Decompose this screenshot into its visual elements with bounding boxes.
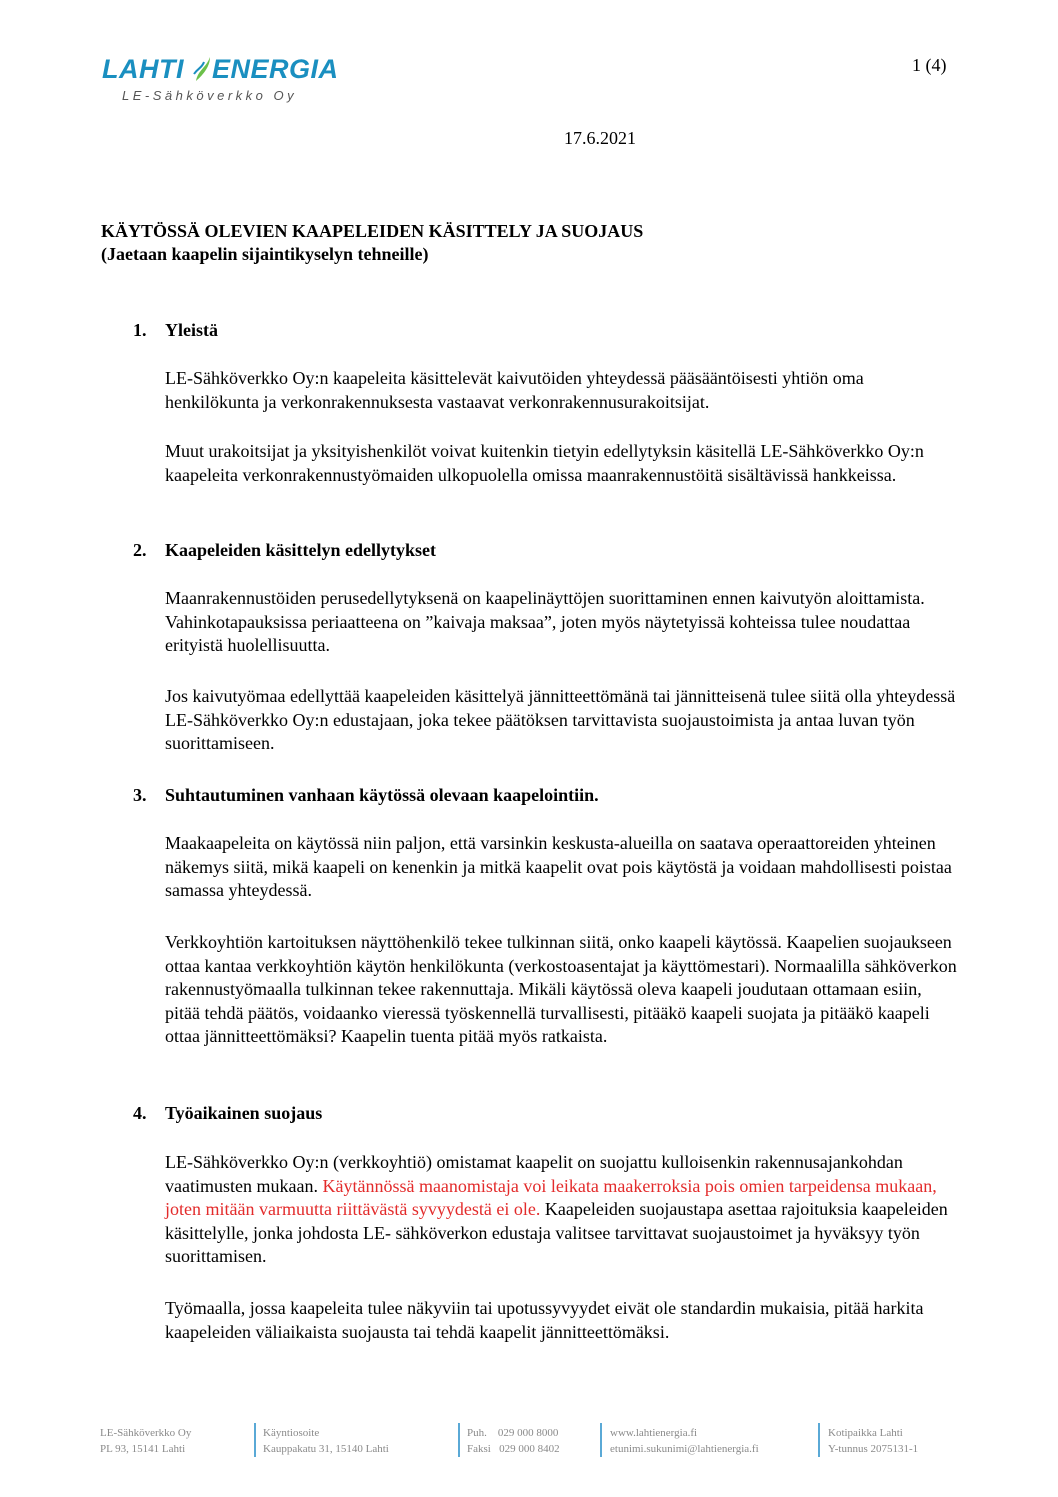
section-number: 4. <box>133 1103 147 1123</box>
section-title: Suhtautuminen vanhaan käytössä olevaan kaapelointiin. <box>165 785 599 805</box>
footer-line: Puh. 029 000 8000 <box>467 1427 559 1439</box>
footer-line: Faksi 029 000 8402 <box>467 1443 560 1455</box>
paragraph: Maanrakennustöiden perusedellytyksenä on kaapelinäyttöjen suorittaminen ennen kaivutyön aloittamista. Vahinkotapauksissa periaatteena on ”kaivaja maksaa”, joten myös näytetyissä kohteissa tulee noudattaa erityistä huolellisuutta. <box>165 588 925 656</box>
paragraph: LE-Sähköverkko Oy:n kaapeleita käsittelevät kaivutöiden yhteydessä pääsääntöisesti yhtiön oma henkilökunta ja verkonrakennuksesta vastaavat verkonrakennusurakoitsijat. <box>165 368 864 412</box>
footer-line: PL 93, 15141 Lahti <box>100 1443 186 1455</box>
section-title: Yleistä <box>165 320 218 340</box>
page-number: 1 (4) <box>912 55 947 75</box>
document-date: 17.6.2021 <box>564 128 636 148</box>
paragraph: Verkkoyhtiön kartoituksen näyttöhenkilö tekee tulkinnan siitä, onko kaapeli käytössä. Kaapelien suojaukseen ottaa kantaa verkkoyhtiön käytön henkilökunta (verkostoasentajat ja käyttömestari). Normaalilla sähköverkon rakennustyömaalla tulkinnan tekee rakennuttaja. Mikäli käytössä oleva kaapeli joudutaan ottamaan esiin, pitää tehdä päätös, voidaanko vieressä työskennellä turvallisesti, pitääkö kaapeli suojata ja pitääkö kaapeli ottaa jännitteettömäksi? Kaapelin tuenta pitää myös ratkaista. <box>165 932 957 1047</box>
paragraph <box>165 1151 960 1269</box>
logo-word-energia: ENERGIA <box>212 54 339 84</box>
section-heading-4 <box>133 1101 322 1125</box>
footer-line: LE-Sähköverkko Oy <box>100 1427 192 1439</box>
footer-line: Kauppakatu 31, 15140 Lahti <box>263 1443 389 1455</box>
text-run: Kaapeleiden suojaustapa asettaa rajoituksia kaapeleiden käsittelylle, jonka johdosta LE- sähköverkon edustaja valitsee tarvittavat suojaustoimet ja hyväksyy työn suorittamisen. <box>165 1199 948 1267</box>
section-number: 1. <box>133 320 147 340</box>
paragraph: Maakaapeleita on käytössä niin paljon, että varsinkin keskusta-alueilla on saatava operaattoreiden yhteinen näkemys siitä, mikä kaapeli on kenenkin ja mitkä kaapelit ovat pois käytöstä ja voidaan mahdollisesti poistaa samassa yhteydessä. <box>165 833 952 901</box>
footer-registration <box>828 1425 918 1457</box>
section-title: Työaikainen suojaus <box>165 1103 323 1123</box>
footer-company <box>100 1425 191 1457</box>
footer-web <box>610 1425 759 1457</box>
text-run: LE-Sähköverkko Oy:n (verkkoyhtiö) omistamat kaapelit on suojattu kulloisenkin rakennusajankohdan vaatimusten mukaan. <box>165 1152 903 1196</box>
section-heading-2 <box>133 538 436 562</box>
footer-divider <box>600 1423 602 1457</box>
paragraph: Muut urakoitsijat ja yksityishenkilöt voivat kuitenkin tietyin edellytyksin käsitellä LE-Sähköverkko Oy:n kaapeleita verkonrakennustyömaiden ulkopuolella omissa maanrakennustöitä sisältävissä hankkeissa. <box>165 441 924 485</box>
footer-link[interactable]: www.lahtienergia.fi <box>610 1427 698 1439</box>
footer-address <box>263 1425 389 1457</box>
footer-phone <box>467 1425 560 1457</box>
section-number: 3. <box>133 785 147 805</box>
footer-email[interactable]: etunimi.sukunimi@lahtienergia.fi <box>610 1443 759 1455</box>
footer-divider <box>458 1423 460 1457</box>
paragraph: Jos kaivutyömaa edellyttää kaapeleiden käsittelyä jännitteettömänä tai jännitteisenä tulee siitä olla yhteydessä LE-Sähköverkko Oy:n edustajaan, joka tekee päätöksen tarvittavista suojaustoimista ja antaa luvan työn suorittamiseen. <box>165 686 956 754</box>
footer-line: Kotipaikka Lahti <box>828 1427 903 1439</box>
footer-line: Käyntiosoite <box>263 1427 320 1439</box>
leaf-icon <box>192 54 214 84</box>
footer-line: Y-tunnus 2075131-1 <box>828 1443 919 1455</box>
document-title <box>101 220 643 266</box>
section-heading-1 <box>133 318 218 342</box>
paragraph: Työmaalla, jossa kaapeleita tulee näkyviin tai upotussyvyydet eivät ole standardin mukaisia, pitää harkita kaapeleiden väliaikaista suojausta tai tehdä kaapelit jännitteettömäksi. <box>165 1298 924 1342</box>
section-number: 2. <box>133 540 147 560</box>
section-title: Kaapeleiden käsittelyn edellytykset <box>165 540 436 560</box>
footer-divider <box>818 1423 820 1457</box>
title-main: KÄYTÖSSÄ OLEVIEN KAAPELEIDEN KÄSITTELY JA SUOJAUS <box>101 221 644 241</box>
logo-word-lahti: LAHTI <box>102 54 184 84</box>
section-heading-3 <box>133 783 599 807</box>
company-logo <box>100 52 370 112</box>
logo-subtitle: LE-Sähköverkko Oy <box>122 88 298 103</box>
title-sub: (Jaetaan kaapelin sijaintikyselyn tehneille) <box>101 244 429 264</box>
footer-divider <box>254 1423 256 1457</box>
highlighted-text: Käytännössä maanomistaja voi leikata maakerroksia pois omien tarpeidensa mukaan, joten mitään varmuutta riittävästä syvyydestä ei ole. <box>165 1175 937 1220</box>
